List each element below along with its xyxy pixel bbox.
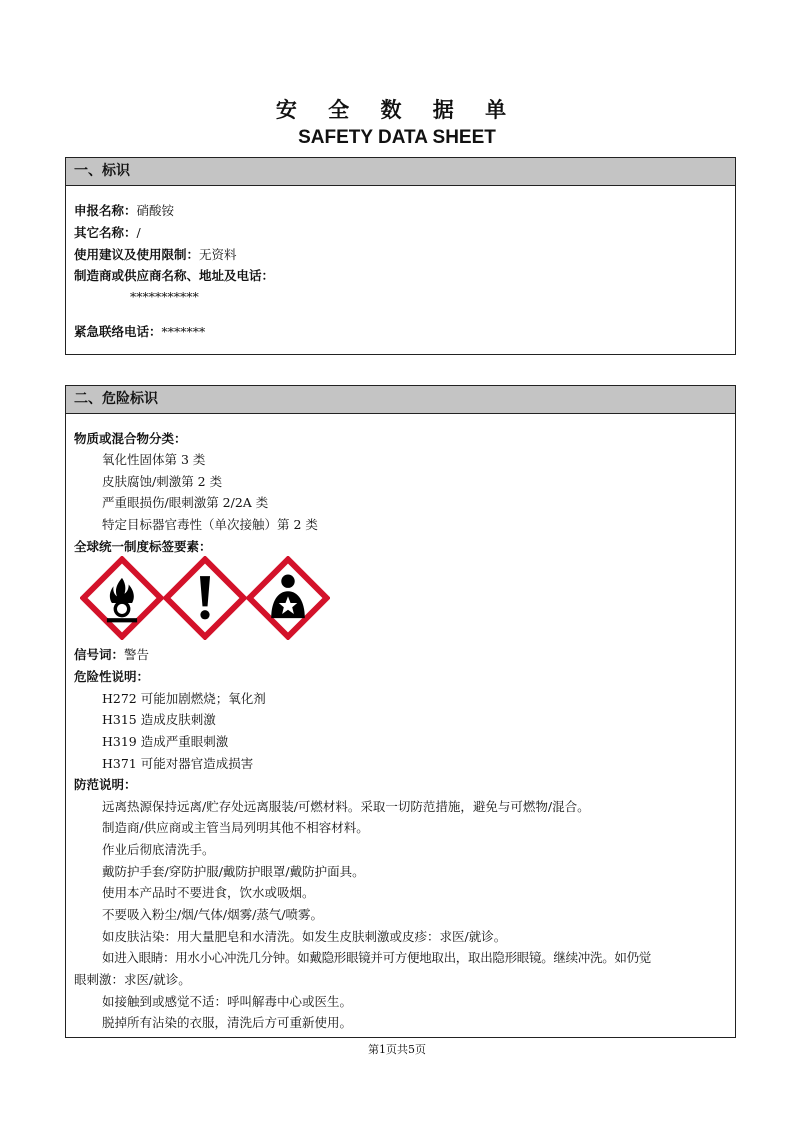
field-label: 使用建议及使用限制： [74, 247, 200, 262]
field-label: 制造商或供应商名称、地址及电话： [74, 268, 275, 283]
precaution-label: 防范说明： [74, 777, 137, 792]
field-label: 申报名称： [74, 203, 137, 218]
field-value: 无资料 [199, 247, 237, 262]
health-hazard-icon [246, 556, 330, 640]
precaution-item: 眼刺激：求医/就诊。 [74, 972, 191, 987]
precaution-item: 如接触到或感觉不适：呼叫解毒中心或医生。 [102, 994, 353, 1009]
precaution-item: 远离热源保持远离/贮存处远离服装/可燃材料。采取一切防范措施，避免与可燃物/混合。 [102, 799, 590, 814]
field-value: 硝酸铵 [136, 203, 175, 218]
field-declared-name [74, 201, 174, 219]
hazard-label: 危险性说明： [74, 669, 150, 684]
hazard-statement: H371 可能对器官造成损害 [102, 756, 254, 771]
field-label: 紧急联络电话： [74, 324, 162, 339]
section-hazard-identification [65, 385, 736, 1038]
section-heading: 一、标识 [66, 158, 735, 186]
page-number: 第1页共5页 [368, 1043, 426, 1056]
section-identification [65, 157, 736, 355]
signal-word [74, 645, 149, 663]
hazard-statement: H319 造成严重眼刺激 [102, 734, 229, 749]
hazard-statement: H272 可能加剧燃烧；氧化剂 [102, 691, 266, 706]
precaution-item: 作业后彻底清洗手。 [102, 842, 215, 857]
field-emergency-phone [74, 322, 205, 340]
precaution-item: 如进入眼睛：用水小心冲洗几分钟。如戴隐形眼镜并可方便地取出，取出隐形眼镜。继续冲洗。如仍觉 [102, 950, 652, 965]
hazard-statement: H315 造成皮肤刺激 [102, 712, 216, 727]
manufacturer-value: *********** [130, 289, 199, 304]
precaution-item: 脱掉所有沾染的衣服，清洗后方可重新使用。 [102, 1015, 353, 1030]
precaution-item: 戴防护手套/穿防护服/戴防护眼罩/戴防护面具。 [102, 864, 365, 879]
title-english: SAFETY DATA SHEET [298, 127, 496, 148]
classification-item: 特定目标器官毒性（单次接触）第 2 类 [102, 517, 318, 532]
signal-value: 警告 [124, 647, 150, 662]
section-heading: 二、危险标识 [66, 386, 735, 414]
field-manufacturer [74, 266, 274, 284]
flame-over-circle-icon [80, 556, 164, 640]
precaution-item: 不要吸入粉尘/烟/气体/烟雾/蒸气/喷雾。 [102, 907, 324, 922]
precaution-item: 如皮肤沾染：用大量肥皂和水清洗。如发生皮肤刺激或皮疹：求医/就诊。 [102, 929, 507, 944]
field-label: 其它名称： [74, 225, 137, 240]
field-value: ******* [161, 324, 206, 339]
classification-label: 物质或混合物分类： [74, 431, 187, 446]
exclamation-mark-icon [163, 556, 247, 640]
classification-item: 皮肤腐蚀/刺激第 2 类 [102, 474, 223, 489]
precaution-item: 使用本产品时不要进食，饮水或吸烟。 [102, 885, 315, 900]
signal-label: 信号词： [74, 647, 125, 662]
classification-item: 严重眼损伤/眼刺激第 2/2A 类 [102, 495, 269, 510]
title-chinese: 安 全 数 据 单 [275, 98, 519, 122]
field-other-name [74, 223, 141, 241]
precaution-item: 制造商/供应商或主管当局列明其他不相容材料。 [102, 820, 369, 835]
classification-item: 氧化性固体第 3 类 [102, 452, 206, 467]
ghs-label: 全球统一制度标签要素： [74, 539, 212, 554]
field-value: / [136, 225, 141, 240]
field-usage [74, 245, 237, 263]
